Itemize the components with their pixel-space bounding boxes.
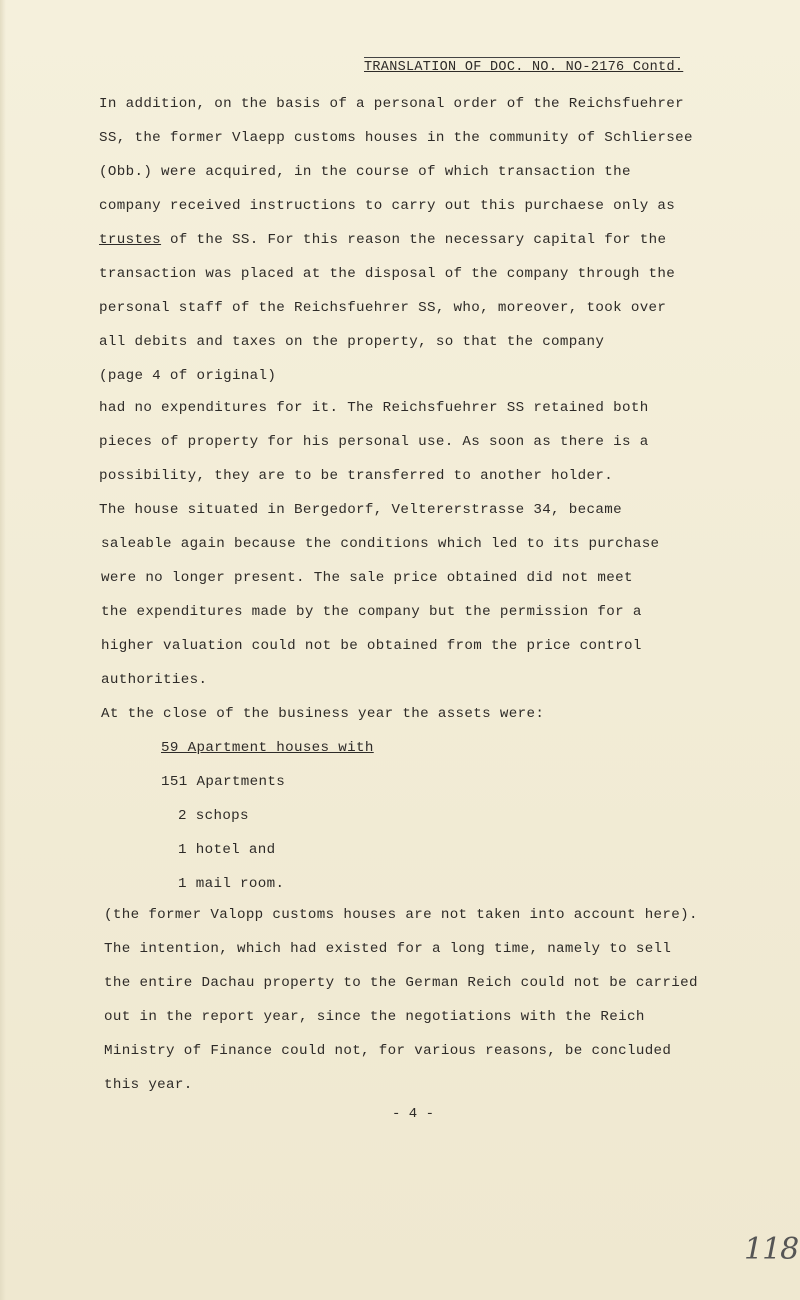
text-line: Ministry of Finance could not, for various reasons, be concluded xyxy=(104,1043,672,1059)
text-line: this year. xyxy=(104,1077,193,1093)
text-line: The intention, which had existed for a long time, namely to sell xyxy=(104,941,672,957)
page-number: - 4 - xyxy=(392,1106,435,1122)
header-title: TRANSLATION OF DOC. NO. NO-2176 Contd. xyxy=(364,60,684,75)
text-line: were no longer present. The sale price obtained did not meet xyxy=(101,570,633,586)
text-line-rest: of the SS. For this reason the necessary capital for the xyxy=(169,232,667,248)
handwritten-folio-number: 118 xyxy=(744,1232,799,1267)
text-line: In addition, on the basis of a personal order of the Reichsfuehrer xyxy=(99,96,685,112)
asset-item: 151 Apartments xyxy=(161,774,286,790)
text-line: At the close of the business year the assets were: xyxy=(101,706,545,722)
text-line: had no expenditures for it. The Reichsfuehrer SS retained both xyxy=(99,400,649,416)
text-line: (the former Valopp customs houses are not taken into account here). xyxy=(104,907,698,923)
original-page-note: (page 4 of original) xyxy=(99,368,277,384)
asset-item: 1 hotel and xyxy=(178,842,276,858)
text-line: possibility, they are to be transferred to another holder. xyxy=(99,468,614,484)
text-line: transaction was placed at the disposal of the company through the xyxy=(99,266,676,282)
text-line: saleable again because the conditions which led to its purchase xyxy=(101,536,660,552)
underlined-word: trustes xyxy=(99,232,162,248)
paper-edge xyxy=(0,0,6,1300)
text-line: pieces of property for his personal use. As soon as there is a xyxy=(99,434,649,450)
text-line: the entire Dachau property to the German Reich could not be carried xyxy=(104,975,698,991)
asset-item: 1 mail room. xyxy=(178,876,285,892)
text-line-trustee xyxy=(99,231,666,249)
text-line: company received instructions to carry out this purchaese only as xyxy=(99,198,676,214)
text-line: (Obb.) were acquired, in the course of which transaction the xyxy=(99,164,631,180)
text-line: out in the report year, since the negotiations with the Reich xyxy=(104,1009,645,1025)
text-line: The house situated in Bergedorf, Veltererstrasse 34, became xyxy=(99,502,622,518)
text-line: personal staff of the Reichsfuehrer SS, who, moreover, took over xyxy=(99,300,667,316)
text-line: the expenditures made by the company but the permission for a xyxy=(101,604,642,620)
text-line: higher valuation could not be obtained from the price control xyxy=(101,638,642,654)
assets-heading: 59 Apartment houses with xyxy=(161,740,374,756)
text-line: all debits and taxes on the property, so that the company xyxy=(99,334,605,350)
text-line: SS, the former Vlaepp customs houses in the community of Schliersee xyxy=(99,130,693,146)
asset-item: 2 schops xyxy=(178,808,249,824)
text-line: authorities. xyxy=(101,672,208,688)
document-header xyxy=(364,57,684,75)
